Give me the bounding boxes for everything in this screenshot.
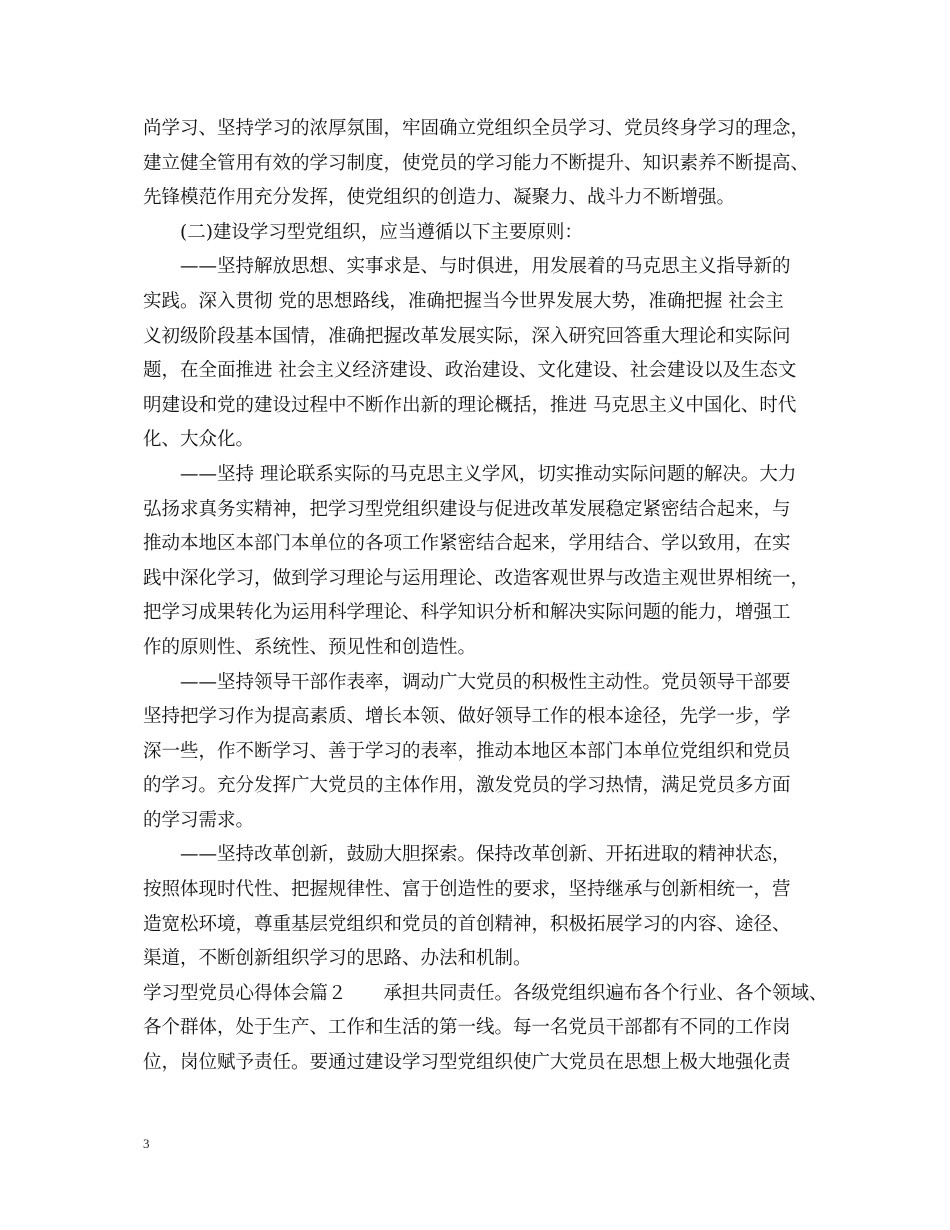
text-line: 的学习。充分发挥广大党员的主体作用，激发党员的学习热情，满足党员多方面 — [143, 775, 791, 797]
section-heading: (二)建设学习型党组织，应当遵循以下主要原则： — [180, 221, 583, 243]
text-line: 义初级阶段基本国情，准确把握改革发展实际，深入研究回答重大理论和实际问 — [143, 325, 791, 347]
text-line: 的学习需求。 — [143, 809, 255, 831]
text-line: 化、大众化。 — [143, 429, 255, 451]
text-line: 各个群体，处于生产、工作和生活的第一线。每一名党员干部都有不同的工作岗 — [143, 1017, 791, 1039]
text-line: 题，在全面推进 社会主义经济建设、政治建设、文化建设、社会建设以及生态文 — [143, 360, 797, 382]
text-line: ——坚持领导干部作表率，调动广大党员的积极性主动性。党员领导干部要 — [180, 671, 791, 693]
text-line: 推动本地区本部门本单位的各项工作紧密结合起来，学用结合、学以致用，在实 — [143, 533, 791, 555]
text-line: 践中深化学习，做到学习理论与运用理论、改造客观世界与改造主观世界相统一， — [143, 567, 810, 589]
text-line: 渠道，不断创新组织学习的思路、办法和机制。 — [143, 948, 532, 970]
text-line: 按照体现时代性、把握规律性、富于创造性的要求，坚持继承与创新相统一，营 — [143, 879, 791, 901]
page-number: 3 — [143, 1136, 150, 1151]
text-line: 造宽松环境，尊重基层党组织和党员的首创精神，积极拓展学习的内容、途径、 — [143, 913, 791, 935]
text-line: ——坚持改革创新，鼓励大胆探索。保持改革创新、开拓进取的精神状态， — [180, 844, 791, 866]
text-line: 位，岗位赋予责任。要通过建设学习型党组织使广大党员在思想上极大地强化责 — [143, 1052, 791, 1074]
text-line: 实践。深入贯彻 党的思想路线，准确把握当今世界发展大势，准确把握 社会主 — [143, 290, 784, 312]
text-line: 把学习成果转化为运用科学理论、科学知识分析和解决实际问题的能力，增强工 — [143, 602, 791, 624]
text-line: 深一些，作不断学习、善于学习的表率，推动本地区本部门本单位党组织和党员 — [143, 740, 791, 762]
text-line: 作的原则性、系统性、预见性和创造性。 — [143, 636, 477, 658]
text-line: 坚持把学习作为提高素质、增长本领、做好领导工作的根本途径，先学一步，学 — [143, 706, 791, 728]
text-line: 学习型党员心得体会篇２ 承担共同责任。各级党组织遍布各个行业、各个领域、 — [143, 982, 828, 1004]
text-line: 尚学习、坚持学习的浓厚氛围，牢固确立党组织全员学习、党员终身学习的理念， — [143, 118, 810, 139]
text-line: ——坚持解放思想、实事求是、与时俱进，用发展着的马克思主义指导新的 — [180, 256, 791, 278]
text-line: 建立健全管用有效的学习制度，使党员的学习能力不断提升、知识素养不断提高、 — [143, 152, 810, 174]
text-line: 先锋模范作用充分发挥，使党组织的创造力、凝聚力、战斗力不断增强。 — [143, 187, 736, 209]
text-line: 明建设和党的建设过程中不断作出新的理论概括，推进 马克思主义中国化、时代 — [143, 394, 797, 416]
document-body — [143, 112, 827, 1081]
text-line: 弘扬求真务实精神，把学习型党组织建设与促进改革发展稳定紧密结合起来，与 — [143, 498, 791, 520]
text-line: ——坚持 理论联系实际的马克思主义学风，切实推动实际问题的解决。大力 — [180, 463, 797, 485]
